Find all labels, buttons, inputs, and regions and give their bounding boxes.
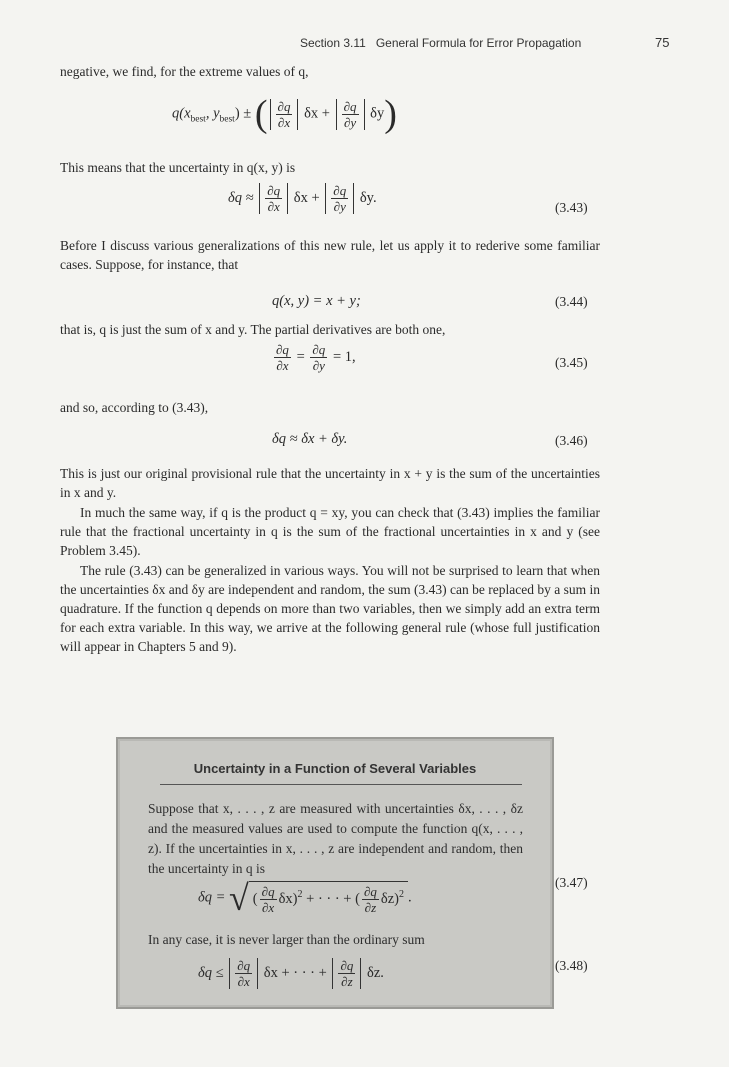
equation-number-3-47: (3.47) bbox=[555, 875, 588, 890]
running-head bbox=[300, 36, 581, 50]
paragraph-3: Before I discuss various generalizations of this new rule, let us apply it to rederive some familiar cases. Suppose, for instance, that bbox=[60, 238, 600, 272]
eq-lhs: q(x bbox=[172, 105, 191, 122]
eq-mid: , y bbox=[205, 105, 220, 122]
box-title: Uncertainty in a Function of Several Variables bbox=[193, 761, 477, 776]
frac-num: ∂q bbox=[343, 98, 357, 114]
abs-dq-dy bbox=[336, 99, 365, 130]
box-paragraph-2: In any case, it is never larger than the ordinary sum bbox=[148, 932, 425, 947]
frac-den: ∂y bbox=[343, 114, 357, 130]
frac-num: ∂q bbox=[333, 183, 347, 198]
frac-num: ∂q bbox=[276, 342, 289, 357]
equation-3-45 bbox=[272, 342, 356, 373]
frac-den: ∂x bbox=[267, 199, 280, 214]
eq-rhs: = 1, bbox=[332, 348, 356, 365]
equation-extreme-values bbox=[172, 92, 397, 136]
abs-dq-dx bbox=[229, 958, 258, 989]
equation-3-43 bbox=[228, 183, 377, 214]
eq-text: q(x, y) = x + y; bbox=[272, 293, 361, 309]
close-paren: ) bbox=[384, 93, 397, 135]
frac-num: ∂q bbox=[340, 958, 354, 973]
frac-den: ∂z bbox=[341, 974, 353, 989]
box-paragraph: Suppose that x, . . . , z are measured with uncertainties δx, . . . , δz and the measured values are used to compute the function q(x, . . . , z). If the uncertainties in x, . . . , z are independent and random, then the uncertainty in q is bbox=[148, 801, 523, 876]
eq-text: δq ≈ δx + δy. bbox=[272, 431, 348, 447]
eq-period: . bbox=[408, 889, 412, 906]
radical-sign: √ bbox=[229, 878, 249, 918]
eq-term-dx: δx + bbox=[304, 105, 330, 122]
eq-term-dx: δx + bbox=[293, 189, 320, 206]
frac-num: ∂q bbox=[237, 958, 251, 973]
paragraph-7: In much the same way, if q is the product q = xy, you can check that (3.43) implies the familiar rule that the fractional uncertainty in q is the sum of the fractional uncertainties in x and y (see Problem 3.45). bbox=[60, 505, 600, 558]
eq-lhs: δq ≤ bbox=[198, 964, 224, 981]
paragraph-8: The rule (3.43) can be generalized in various ways. You will not be surprised to learn that when the uncertainties δx and δy are independent and random, the sum (3.43) can be replaced by a sum in quadrature. If the function q depends on more than two variables, then we simply add an extra term for each extra variable. In this way, we arrive at the following general rule (whose full justification will appear in Chapters 5 and 9). bbox=[60, 563, 600, 654]
paragraph-1: negative, we find, for the extreme values of q, bbox=[60, 64, 309, 79]
eq-ellipsis: + · · · + bbox=[306, 890, 352, 907]
frac-num: ∂q bbox=[261, 884, 275, 899]
equation-number-3-45: (3.45) bbox=[555, 355, 588, 370]
frac-den: ∂z bbox=[364, 900, 377, 915]
equals-sign: = bbox=[296, 348, 305, 365]
page-number: 75 bbox=[655, 35, 670, 50]
frac-dq-dy bbox=[310, 342, 327, 373]
rule-box bbox=[116, 737, 554, 1009]
frac-dq-dx bbox=[274, 342, 291, 373]
frac-den: ∂x bbox=[276, 358, 289, 373]
eq-close: ) ± bbox=[234, 105, 252, 122]
paragraph-6: This is just our original provisional rule that the uncertainty in x + y is the sum of the uncertainties in x and y. bbox=[60, 466, 600, 500]
equation-3-48 bbox=[198, 958, 384, 989]
section-label: Section 3.11 bbox=[300, 36, 366, 50]
equation-3-46 bbox=[272, 431, 347, 448]
eq-sub-best-y: best bbox=[219, 114, 235, 125]
section-title: General Formula for Error Propagation bbox=[375, 36, 582, 50]
paragraph-2: This means that the uncertainty in q(x, y) is bbox=[60, 160, 296, 175]
equation-number-3-48: (3.48) bbox=[555, 958, 588, 973]
box-title-rule bbox=[160, 784, 522, 785]
paragraph-5: and so, according to (3.43), bbox=[60, 400, 209, 415]
equation-3-44 bbox=[272, 293, 361, 310]
abs-dq-dy bbox=[325, 183, 354, 214]
radicand: ( $\frac{\partial q}{\partial x}$ δx)$^2$ + · · · + ( $\frac{\partial q}{\partial z}$ δz)$^2$ bbox=[249, 881, 408, 915]
frac-den: ∂x bbox=[277, 114, 291, 130]
equation-number-3-46: (3.46) bbox=[555, 433, 588, 448]
frac-den: ∂x bbox=[262, 900, 275, 915]
equation-3-47 bbox=[198, 877, 412, 919]
frac-den: ∂y bbox=[312, 358, 325, 373]
eq-sub-best-x: best bbox=[190, 114, 206, 125]
eq-term-dy: δy bbox=[370, 105, 385, 122]
eq-term-dy: δy. bbox=[359, 189, 377, 206]
abs-dq-dx bbox=[259, 183, 288, 214]
eq-term-dx: δx + · · · + bbox=[263, 964, 327, 981]
paragraph-4: that is, q is just the sum of x and y. The partial derivatives are both one, bbox=[60, 322, 446, 337]
frac-num: ∂q bbox=[312, 342, 326, 357]
frac-den: ∂x bbox=[237, 974, 250, 989]
open-paren: ( bbox=[254, 93, 268, 135]
frac-num: ∂q bbox=[363, 884, 377, 899]
frac-num: ∂q bbox=[277, 98, 291, 114]
eq-lhs: δq = bbox=[198, 889, 226, 906]
equation-number-3-43: (3.43) bbox=[555, 200, 588, 215]
eq-term-dz: δz bbox=[380, 890, 395, 907]
frac-num: ∂q bbox=[267, 183, 281, 198]
equation-number-3-44: (3.44) bbox=[555, 294, 588, 309]
abs-dq-dx bbox=[270, 99, 299, 130]
eq-term-dz: δz. bbox=[367, 964, 384, 981]
frac-den: ∂y bbox=[333, 199, 346, 214]
abs-dq-dz bbox=[332, 958, 361, 989]
square-root bbox=[229, 877, 408, 919]
eq-term-dx: δx bbox=[278, 890, 293, 907]
eq-lhs: δq ≈ bbox=[228, 189, 254, 206]
